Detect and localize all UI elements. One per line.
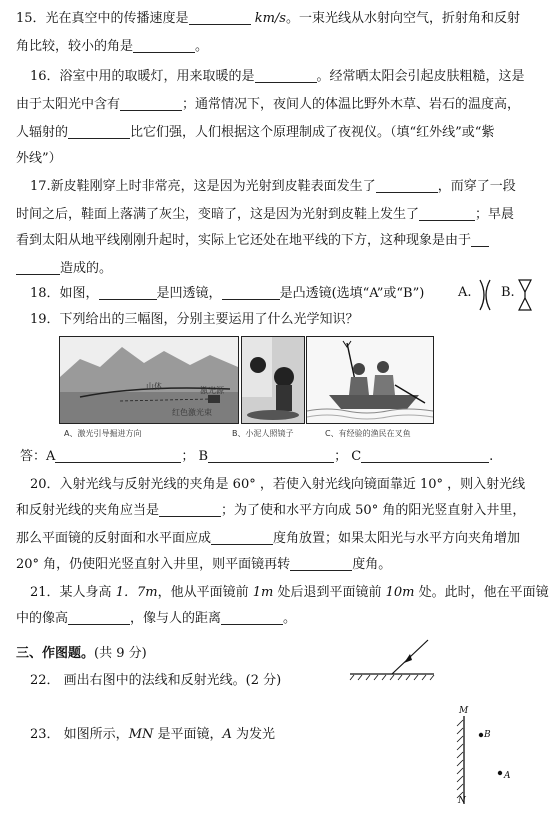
mirror-end-n: N <box>458 796 466 806</box>
q19-text: 19．下列给出的三幅图，分别主要运用了什么光学知识？ <box>30 312 359 327</box>
q21-height: 1．7m <box>115 585 158 600</box>
q15-line1 <box>16 10 545 28</box>
lens-b-convex-icon <box>516 278 534 312</box>
q16-line2 <box>16 96 545 114</box>
q18-text-c: 是凸透镜(选填“A”或“B”) <box>279 286 425 301</box>
q19-answer-label: 答：A <box>20 449 56 464</box>
q20-text: 20．入射光线与反射光线的夹角是 60° ，若使入射光线向镜面靠近 10° ，则入射光线 <box>30 477 526 492</box>
section-3-points: (共 9 分) <box>94 646 147 661</box>
q19-end: . <box>489 449 494 464</box>
q16-text-f: 比它们强，人们根据这个原理制成了夜视仪。（填“红外线”或“紫 <box>130 125 495 140</box>
tag-laser-source: 激光源 <box>200 386 224 395</box>
q21-line2 <box>16 610 545 628</box>
q20-blank-3[interactable] <box>290 556 352 571</box>
q16-text-g: 外线”） <box>16 151 62 166</box>
picture-c-fishing <box>306 336 434 424</box>
q21-blank-image-height[interactable] <box>68 610 130 625</box>
q22-mirror-ray-diagram <box>348 636 438 682</box>
q20-text-g: 度角。 <box>352 557 392 572</box>
q20-text-b: 和反射光线的夹角应当是 <box>16 503 160 518</box>
q20-blank-1[interactable] <box>159 502 221 517</box>
q23-text-b: 是平面镜， <box>153 727 223 742</box>
q15-text: 15．光在真空中的传播速度是 <box>16 11 189 26</box>
q21-text-d: 处。此时，他在平面镜 <box>414 585 549 600</box>
q16-blank-3[interactable] <box>68 124 130 139</box>
q20-text-f: 20° 角，仍使阳光竖直射入井里，则平面镜再转 <box>16 557 291 572</box>
tag-mountain: 山体 <box>146 382 162 391</box>
q15-line2 <box>16 38 545 56</box>
q15-text-b: 。一束光线从水射向空气，折射角和反射 <box>285 11 520 26</box>
q20-line4 <box>16 556 545 574</box>
lens-label-b: B. <box>501 285 515 300</box>
q23-plane-mirror <box>452 712 472 808</box>
q18-blank-convex[interactable] <box>222 285 280 300</box>
q23-text-c: 为发光 <box>231 727 276 742</box>
q15-blank-speed[interactable] <box>189 10 251 25</box>
q19-blank-c[interactable] <box>361 448 489 463</box>
q21-text-e: 中的像高 <box>16 611 69 626</box>
caption-a: A、激光引导掘进方向 <box>64 429 142 438</box>
q21-text-b: ，他从平面镜前 <box>157 585 253 600</box>
q21-line1 <box>30 584 549 602</box>
q16-text: 16．浴室中用的取暖灯，用来取暖的是 <box>30 69 255 84</box>
q18-text: 18．如图， <box>30 286 99 301</box>
q20-blank-2[interactable] <box>211 530 273 545</box>
q22-text: 22． 画出右图中的法线和反射光线。(2 分) <box>30 673 282 688</box>
q17-text-c: 时间之后，鞋面上落满了灰尘，变暗了，这是因为光射到皮鞋上发生了 <box>16 207 420 222</box>
q15-blank-angle[interactable] <box>133 38 195 53</box>
picture-b-mirror <box>241 336 305 424</box>
clay-figure-mirror-illustration <box>242 337 304 423</box>
section-3-heading <box>16 645 545 663</box>
section-3-title: 三、作图题。 <box>16 646 95 661</box>
q17-blank-1[interactable] <box>376 178 438 193</box>
q18-text-b: 是凹透镜， <box>156 286 222 301</box>
q15-unit: km/s <box>254 11 286 26</box>
q20-text-d: 那么平面镜的反射面和水平面应成 <box>16 531 212 546</box>
q20-line1 <box>30 476 545 494</box>
q21-text-f: ，像与人的距离 <box>130 611 222 626</box>
q19-sep-c: ； C <box>334 449 362 464</box>
q16-blank-1[interactable] <box>255 68 317 83</box>
q20-line2 <box>16 502 545 520</box>
q16-text-d: ；通常情况下，夜间人的体温比野外木草、岩石的温度高， <box>182 97 521 112</box>
q19-blank-b[interactable] <box>208 448 334 463</box>
q20-text-c: ；为了使和水平方向成 50° 角的阳光竖直射入井里， <box>221 503 526 518</box>
q23-point-label: A <box>222 727 232 742</box>
q18-blank-concave[interactable] <box>99 285 157 300</box>
q17-text-f: 造成的。 <box>60 261 113 276</box>
q16-text-b: 。经常晒太阳会引起皮肤粗糙，这是 <box>316 69 525 84</box>
q17-line1 <box>30 178 545 196</box>
q19-blank-a[interactable] <box>55 448 181 463</box>
point-b-label: B <box>484 730 491 740</box>
lens-a-concave-icon <box>474 278 496 312</box>
q23-mirror-label: MN <box>128 727 154 742</box>
q16-line3 <box>16 124 545 142</box>
caption-b: B、小泥人照镜子 <box>232 429 294 438</box>
point-a-label: A <box>504 771 511 781</box>
q17-blank-2[interactable] <box>419 206 475 221</box>
q19-line <box>30 311 545 329</box>
q16-line4 <box>16 150 545 168</box>
q21-distance-1: 1m <box>252 585 274 600</box>
q21-blank-distance[interactable] <box>221 610 283 625</box>
q17-blank-3b[interactable] <box>16 260 60 275</box>
q21-distance-2: 10m <box>385 585 415 600</box>
mirror-end-m: M <box>459 706 469 716</box>
lens-label-a: A. <box>458 285 472 300</box>
picture-a-laser <box>59 336 239 424</box>
q17-line4 <box>16 260 545 278</box>
tag-laser-beam: 红色激光束 <box>172 408 212 417</box>
q17-line2 <box>16 206 545 224</box>
q17-text-b: ，而穿了一段 <box>437 179 516 194</box>
q17-text-e: 看到太阳从地平线刚刚升起时，实际上它还处在地平线的下方，这种现象是由于 <box>16 233 472 248</box>
q15-text-c: 角比较，较小的角是 <box>16 39 134 54</box>
q15-text-d: 。 <box>195 39 209 54</box>
fisherman-spear-illustration <box>307 337 433 423</box>
q21-text-g: 。 <box>283 611 297 626</box>
q16-line1 <box>30 68 545 86</box>
q17-text: 17.新皮鞋刚穿上时非常亮，这是因为光射到皮鞋表面发生了 <box>30 179 376 194</box>
q21-text-c: 处后退到平面镜前 <box>273 585 386 600</box>
q16-text-e: 人辐射的 <box>16 125 69 140</box>
q20-text-e: 度角放置；如果太阳光与水平方向夹角增加 <box>273 531 521 546</box>
q16-text-c: 由于太阳光中含有 <box>16 97 121 112</box>
q21-text: 21．某人身高 <box>30 585 116 600</box>
q17-blank-3a[interactable] <box>471 232 489 247</box>
q19-sep-b: ； B <box>181 449 209 464</box>
q16-blank-2[interactable] <box>120 96 182 111</box>
q22-line <box>30 672 545 690</box>
caption-c: C、有经验的渔民在叉鱼 <box>325 429 411 438</box>
q17-line3 <box>16 232 545 250</box>
q23-text: 23． 如图所示， <box>30 727 129 742</box>
q17-text-d: ；早晨 <box>475 207 515 222</box>
q19-answer-line <box>20 448 545 466</box>
q20-line3 <box>16 530 545 548</box>
